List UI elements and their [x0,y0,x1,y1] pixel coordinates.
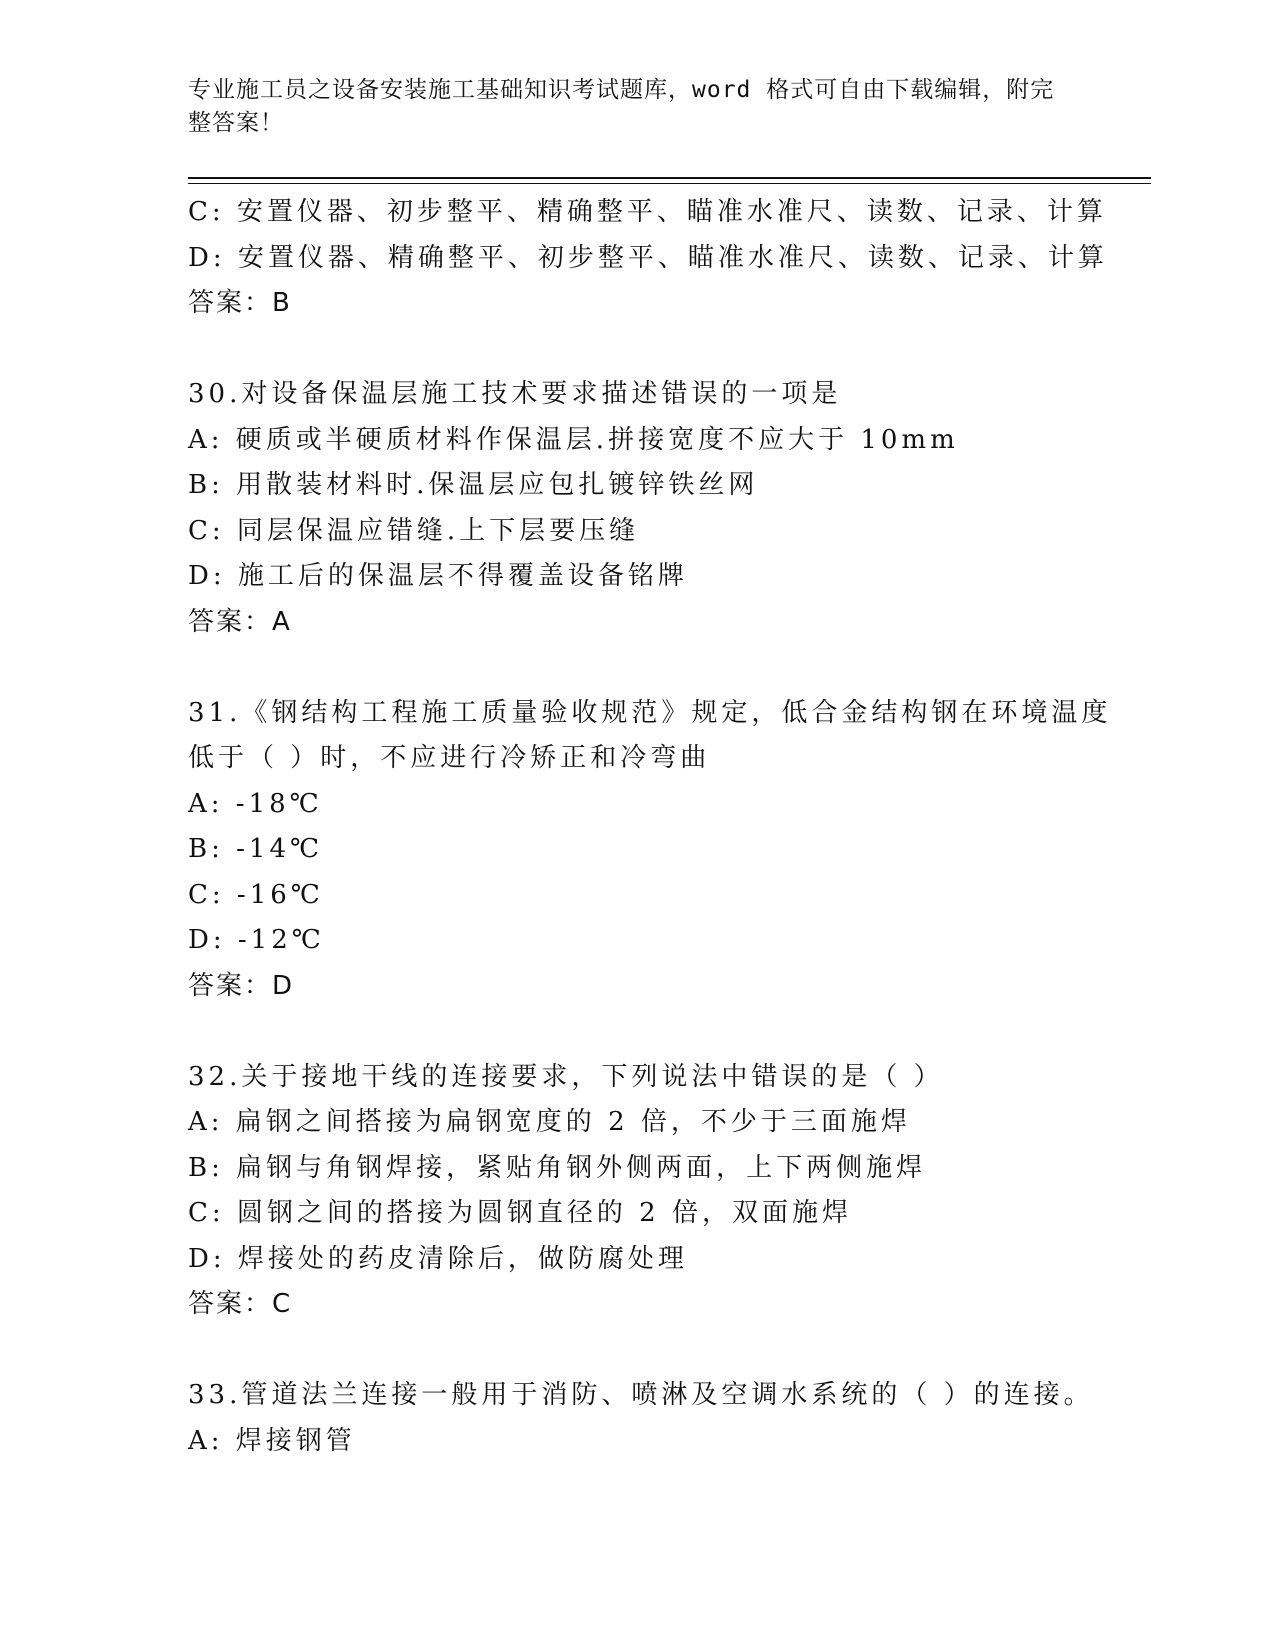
question-stem: 33.管道法兰连接一般用于消防、喷淋及空调水系统的（ ）的连接。 [188,1380,1094,1410]
header-line-2: 整答案！ [188,110,284,136]
option-a: A: 硬质或半硬质材料作保温层.拼接宽度不应大于 10mm [188,424,959,455]
answer-line: 答案：D [188,970,295,1001]
answer-line: 答案：A [188,606,292,637]
header-line-1: 专业施工员之设备安装施工基础知识考试题库，word 格式可自由下载编辑，附完 [188,77,1055,103]
question-32 [188,1055,1148,1328]
option-c: C: 安置仪器、初步整平、精确整平、瞄准水准尺、读数、记录、计算 [188,197,1107,227]
option-b: B: 扁钢与角钢焊接，紧贴角钢外侧两面，上下两侧施焊 [188,1152,927,1183]
option-c: C: 圆钢之间的搭接为圆钢直径的 2 倍，双面施焊 [188,1198,852,1228]
option-d: D: 施工后的保温层不得覆盖设备铭牌 [188,561,688,591]
option-a: A: 焊接钢管 [188,1425,356,1456]
question-31 [188,691,1148,1010]
option-a: A: 扁钢之间搭接为扁钢宽度的 2 倍，不少于三面施焊 [188,1107,911,1137]
option-d: D: 焊接处的药皮清除后，做防腐处理 [188,1243,688,1274]
header-divider-thick [188,177,1151,179]
question-content [188,190,1148,1464]
option-c: C: 同层保温应错缝.上下层要压缝 [188,515,640,546]
option-a: A: -18℃ [188,788,323,819]
question-30 [188,372,1148,645]
header-divider-thin [188,183,1151,184]
question-stem: 31.《钢结构工程施工质量验收规范》规定，低合金结构钢在环境温度 [188,697,1112,728]
option-b: B: 用散装材料时.保温层应包扎镀锌铁丝网 [188,470,759,500]
question-stem: 32.关于接地干线的连接要求，下列说法中错误的是（ ） [188,1061,944,1092]
answer-line: 答案：C [188,1289,293,1319]
option-d: D: -12℃ [188,925,325,955]
question-stem: 30.对设备保温层施工技术要求描述错误的一项是 [188,379,842,409]
partial-question-29 [188,190,1148,327]
document-header [188,74,1068,140]
answer-line: 答案：B [188,288,292,318]
option-d: D: 安置仪器、精确整平、初步整平、瞄准水准尺、读数、记录、计算 [188,242,1108,273]
question-33 [188,1373,1148,1464]
option-b: B: -14℃ [188,834,324,864]
question-stem-continued: 低于（ ）时，不应进行冷矫正和冷弯曲 [188,743,711,773]
option-c: C: -16℃ [188,879,324,910]
